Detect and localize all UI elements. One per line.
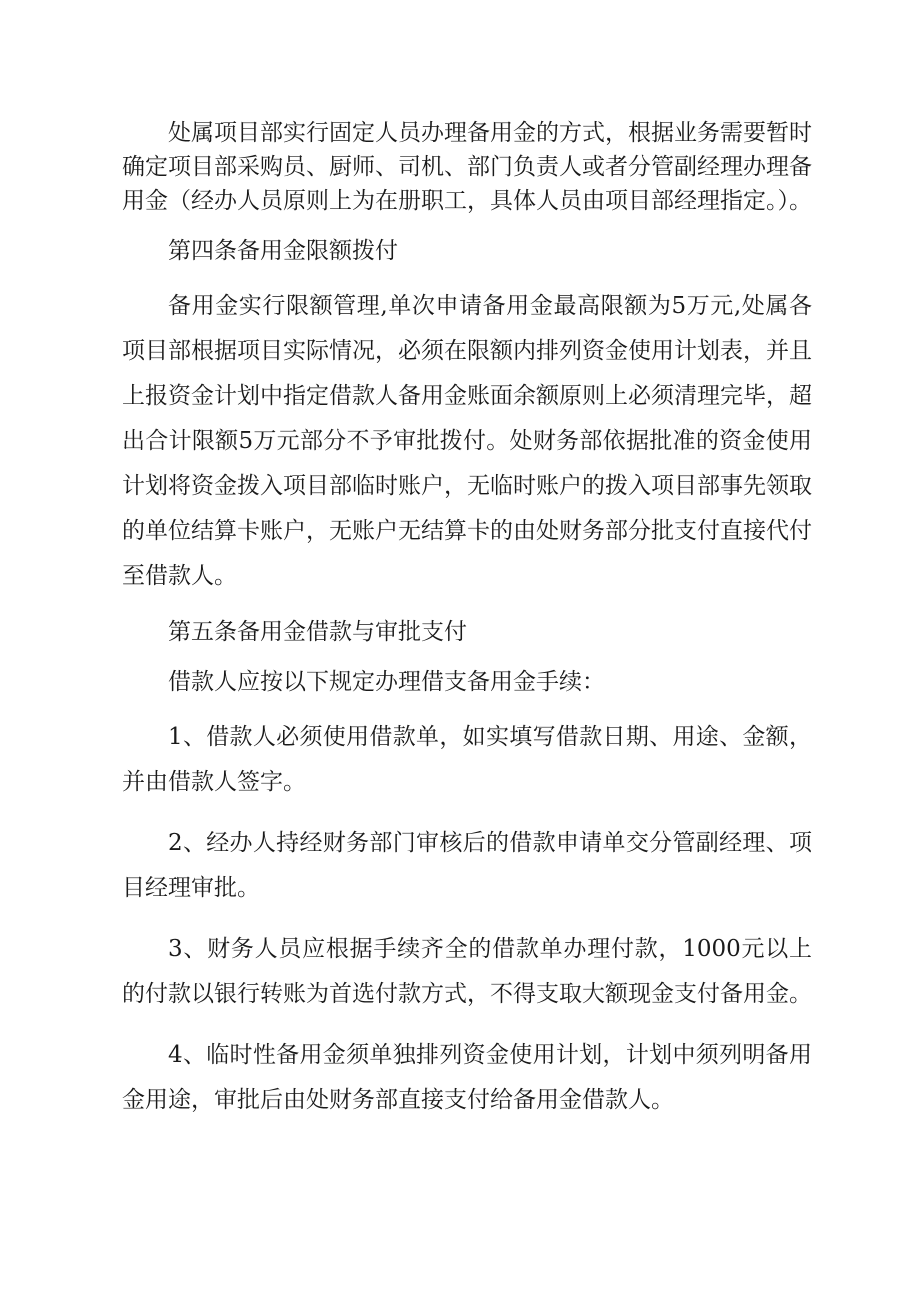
list-item-2: 2、经办人持经财务部门审核后的借款申请单交分管副经理、项目经理审批。 <box>122 830 812 901</box>
document-body <box>122 116 812 1123</box>
list-item-3: 3、财务人员应根据手续齐全的借款单办理付款，1000元以上的付款以银行转账为首选付款方式，不得支取大额现金支付备用金。 <box>122 936 812 1007</box>
paragraph-borrowing-procedure: 借款人应按以下规定办理借支备用金手续： <box>168 669 605 695</box>
article-5-heading: 第五条备用金借款与审批支付 <box>168 619 467 645</box>
list-item-4: 4、临时性备用金须单独排列资金使用计划，计划中须列明备用金用途，审批后由处财务部直接支付给备用金借款人。 <box>122 1042 812 1113</box>
paragraph-quota-management: 备用金实行限额管理,单次申请备用金最高限额为5万元,处属各项目部根据项目实际情况，必须在限额内排列资金使用计划表，并且上报资金计划中指定借款人备用金账面余额原则上必须清理完毕，超出合计限额5万元部分不予审批拨付。处财务部依据批准的资金使用计划将资金拨入项目部临时账户，无临时账户的拨入项目部事先领取的单位结算卡账户，无账户无结算卡的由处财务部分批支付直接代付至借款人。 <box>122 293 812 589</box>
article-4-heading: 第四条备用金限额拨付 <box>168 238 398 264</box>
paragraph-fixed-personnel: 处属项目部实行固定人员办理备用金的方式，根据业务需要暂时确定项目部采购员、厨师、司机、部门负责人或者分管副经理办理备用金（经办人员原则上为在册职工，具体人员由项目部经理指定。）。 <box>122 120 812 214</box>
list-item-1: 1、借款人必须使用借款单，如实填写借款日期、用途、金额，并由借款人签字。 <box>122 724 812 795</box>
